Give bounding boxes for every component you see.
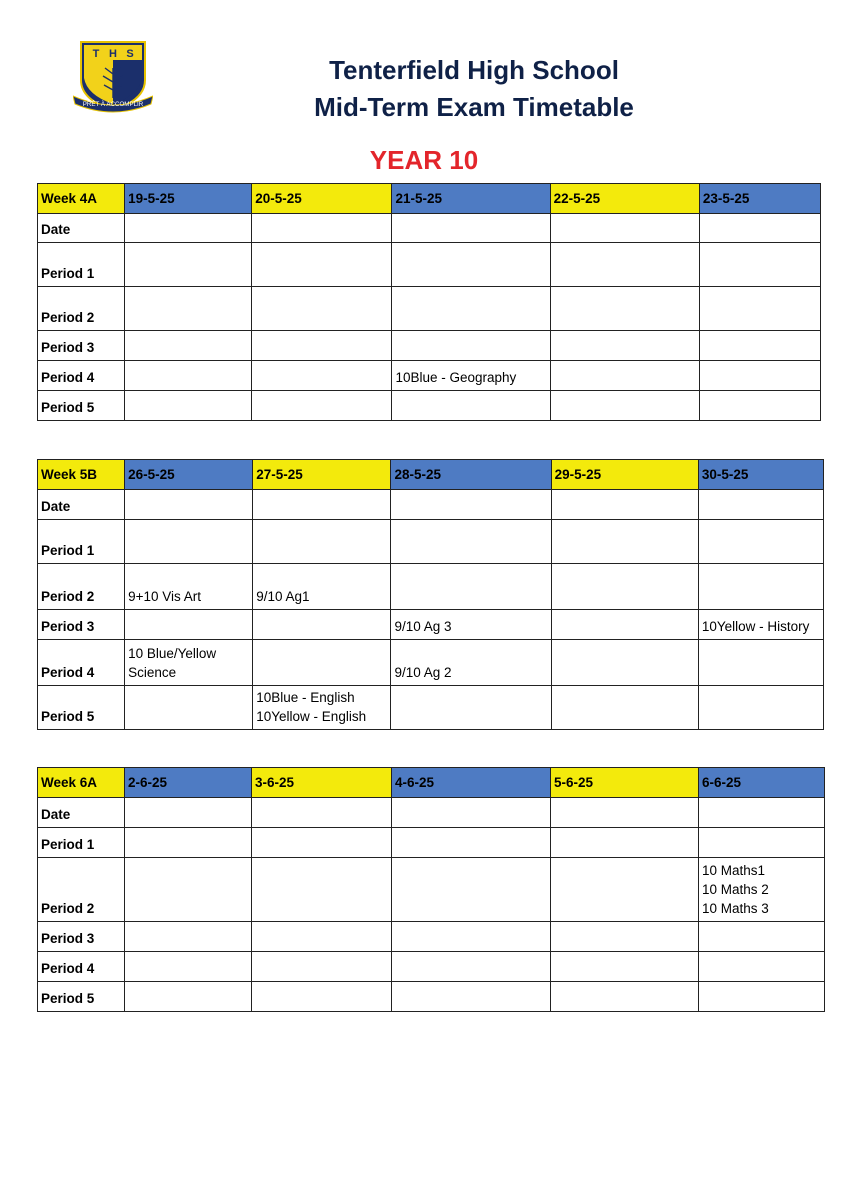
period-row	[38, 214, 821, 243]
period-label: Period 4	[38, 361, 125, 391]
exam-cell	[125, 391, 252, 421]
week-header-row	[38, 460, 824, 490]
exam-cell	[125, 331, 252, 361]
exam-cell	[392, 391, 550, 421]
period-row	[38, 610, 824, 640]
period-label: Period 3	[38, 331, 125, 361]
period-row	[38, 391, 821, 421]
exam-entry: Science	[128, 665, 177, 680]
exam-cell	[125, 243, 252, 287]
day-date-header: 27-5-25	[253, 460, 391, 490]
exam-cell	[252, 982, 392, 1012]
exam-cell	[698, 686, 823, 730]
exam-cell	[253, 640, 391, 686]
exam-cell	[391, 490, 551, 520]
exam-cell	[551, 640, 698, 686]
logo-motto: PRÊT À ACCOMPLIR	[82, 101, 144, 108]
period-row	[38, 640, 824, 686]
period-label: Period 2	[38, 287, 125, 331]
document-title: Mid-Term Exam Timetable	[314, 92, 634, 122]
period-row	[38, 243, 821, 287]
exam-cell	[391, 610, 551, 640]
period-row	[38, 564, 824, 610]
exam-cell	[698, 610, 823, 640]
exam-entry: 10Yellow - English	[256, 709, 367, 724]
exam-cell	[392, 952, 551, 982]
exam-cell	[252, 858, 392, 922]
exam-cell	[392, 214, 550, 243]
exam-cell	[125, 922, 252, 952]
exam-cell	[551, 858, 699, 922]
period-label: Period 5	[38, 686, 125, 730]
exam-cell	[551, 922, 699, 952]
document-header	[150, 52, 798, 126]
exam-cell	[253, 610, 391, 640]
exam-cell	[551, 982, 699, 1012]
day-date-header: 30-5-25	[698, 460, 823, 490]
exam-cell	[125, 952, 252, 982]
period-label: Period 1	[38, 828, 125, 858]
exam-cell	[699, 952, 825, 982]
exam-cell	[551, 490, 698, 520]
exam-cell	[550, 361, 699, 391]
exam-cell	[392, 361, 550, 391]
exam-entry: 10Blue - Geography	[395, 370, 517, 385]
exam-cell	[699, 798, 825, 828]
exam-entry: 10Yellow - History	[701, 619, 810, 634]
day-date-header: 26-5-25	[125, 460, 253, 490]
exam-cell	[253, 490, 391, 520]
period-label: Date	[38, 214, 125, 243]
exam-cell	[125, 640, 253, 686]
period-label: Period 1	[38, 520, 125, 564]
school-name: Tenterfield High School	[329, 55, 619, 85]
exam-entry: 9/10 Ag 3	[394, 619, 452, 634]
week-table-5b	[37, 459, 824, 730]
logo-letter-s: S	[126, 48, 134, 60]
exam-cell	[125, 858, 252, 922]
year-label: YEAR 10	[369, 145, 479, 175]
period-label: Period 5	[38, 982, 125, 1012]
week-table-4a	[37, 183, 821, 421]
exam-cell	[252, 391, 392, 421]
exam-cell	[551, 686, 698, 730]
day-date-header: 28-5-25	[391, 460, 551, 490]
exam-cell	[699, 331, 820, 361]
week-header-row	[38, 184, 821, 214]
period-row	[38, 287, 821, 331]
school-crest-logo	[73, 40, 153, 116]
period-row	[38, 361, 821, 391]
exam-cell	[699, 391, 820, 421]
period-row	[38, 858, 825, 922]
exam-cell	[252, 214, 392, 243]
exam-cell	[125, 982, 252, 1012]
day-date-header: 29-5-25	[551, 460, 698, 490]
exam-cell	[125, 610, 253, 640]
day-date-header: 6-6-25	[699, 768, 825, 798]
period-label: Period 4	[38, 952, 125, 982]
exam-cell	[699, 922, 825, 952]
period-label: Period 1	[38, 243, 125, 287]
week-label: Week 4A	[38, 184, 125, 214]
exam-cell	[699, 361, 820, 391]
period-row	[38, 490, 824, 520]
exam-cell	[392, 798, 551, 828]
exam-cell	[252, 922, 392, 952]
exam-entry: 9+10 Vis Art	[128, 589, 202, 604]
exam-cell	[392, 858, 551, 922]
exam-cell	[392, 828, 551, 858]
exam-cell	[253, 686, 391, 730]
exam-cell	[699, 214, 820, 243]
day-date-header: 20-5-25	[252, 184, 392, 214]
exam-cell	[551, 952, 699, 982]
period-label: Period 2	[38, 858, 125, 922]
exam-cell	[391, 686, 551, 730]
period-label: Period 2	[38, 564, 125, 610]
period-row	[38, 982, 825, 1012]
exam-cell	[391, 640, 551, 686]
logo-letter-h: H	[109, 48, 117, 60]
exam-cell	[253, 564, 391, 610]
exam-cell	[252, 331, 392, 361]
period-row	[38, 686, 824, 730]
period-label: Date	[38, 490, 125, 520]
exam-cell	[252, 361, 392, 391]
exam-cell	[391, 564, 551, 610]
day-date-header: 5-6-25	[551, 768, 699, 798]
exam-cell	[699, 828, 825, 858]
exam-cell	[699, 982, 825, 1012]
week-label: Week 5B	[38, 460, 125, 490]
exam-cell	[125, 361, 252, 391]
period-label: Date	[38, 798, 125, 828]
exam-cell	[252, 798, 392, 828]
day-date-header: 21-5-25	[392, 184, 550, 214]
day-date-header: 22-5-25	[550, 184, 699, 214]
exam-cell	[551, 610, 698, 640]
exam-entry: 10Blue - English	[256, 690, 355, 705]
exam-entry: 10 Maths 2	[702, 882, 769, 897]
exam-cell	[252, 952, 392, 982]
day-date-header: 2-6-25	[125, 768, 252, 798]
exam-cell	[550, 214, 699, 243]
exam-entry: 10 Blue/Yellow	[128, 646, 217, 661]
exam-cell	[699, 858, 825, 922]
exam-cell	[125, 828, 252, 858]
exam-cell	[698, 520, 823, 564]
exam-cell	[392, 287, 550, 331]
exam-cell	[699, 287, 820, 331]
exam-cell	[550, 391, 699, 421]
exam-cell	[551, 798, 699, 828]
period-row	[38, 922, 825, 952]
exam-cell	[550, 287, 699, 331]
week-label: Week 6A	[38, 768, 125, 798]
exam-cell	[698, 564, 823, 610]
exam-cell	[698, 640, 823, 686]
exam-entry: 10 Maths1	[702, 863, 766, 878]
exam-cell	[698, 490, 823, 520]
exam-cell	[125, 686, 253, 730]
day-date-header: 19-5-25	[125, 184, 252, 214]
exam-cell	[253, 520, 391, 564]
exam-cell	[125, 798, 252, 828]
day-date-header: 4-6-25	[392, 768, 551, 798]
exam-cell	[125, 564, 253, 610]
exam-cell	[252, 243, 392, 287]
day-date-header: 23-5-25	[699, 184, 820, 214]
exam-cell	[125, 214, 252, 243]
exam-cell	[392, 982, 551, 1012]
exam-cell	[125, 287, 252, 331]
exam-cell	[551, 828, 699, 858]
exam-entry: 10 Maths 3	[702, 901, 769, 916]
exam-entry: 9/10 Ag1	[256, 589, 310, 604]
period-row	[38, 798, 825, 828]
logo-letter-t: T	[92, 48, 100, 60]
exam-entry: 9/10 Ag 2	[394, 665, 452, 680]
exam-cell	[392, 331, 550, 361]
exam-cell	[551, 520, 698, 564]
period-row	[38, 520, 824, 564]
period-label: Period 3	[38, 610, 125, 640]
exam-cell	[550, 243, 699, 287]
week-header-row	[38, 768, 825, 798]
exam-cell	[392, 922, 551, 952]
exam-cell	[699, 243, 820, 287]
period-label: Period 3	[38, 922, 125, 952]
exam-cell	[551, 564, 698, 610]
period-row	[38, 828, 825, 858]
period-row	[38, 331, 821, 361]
exam-cell	[550, 331, 699, 361]
period-row	[38, 952, 825, 982]
exam-cell	[125, 520, 253, 564]
exam-cell	[252, 828, 392, 858]
week-table-6a	[37, 767, 825, 1012]
exam-cell	[391, 520, 551, 564]
exam-cell	[252, 287, 392, 331]
exam-cell	[125, 490, 253, 520]
day-date-header: 3-6-25	[252, 768, 392, 798]
period-label: Period 5	[38, 391, 125, 421]
exam-cell	[392, 243, 550, 287]
period-label: Period 4	[38, 640, 125, 686]
